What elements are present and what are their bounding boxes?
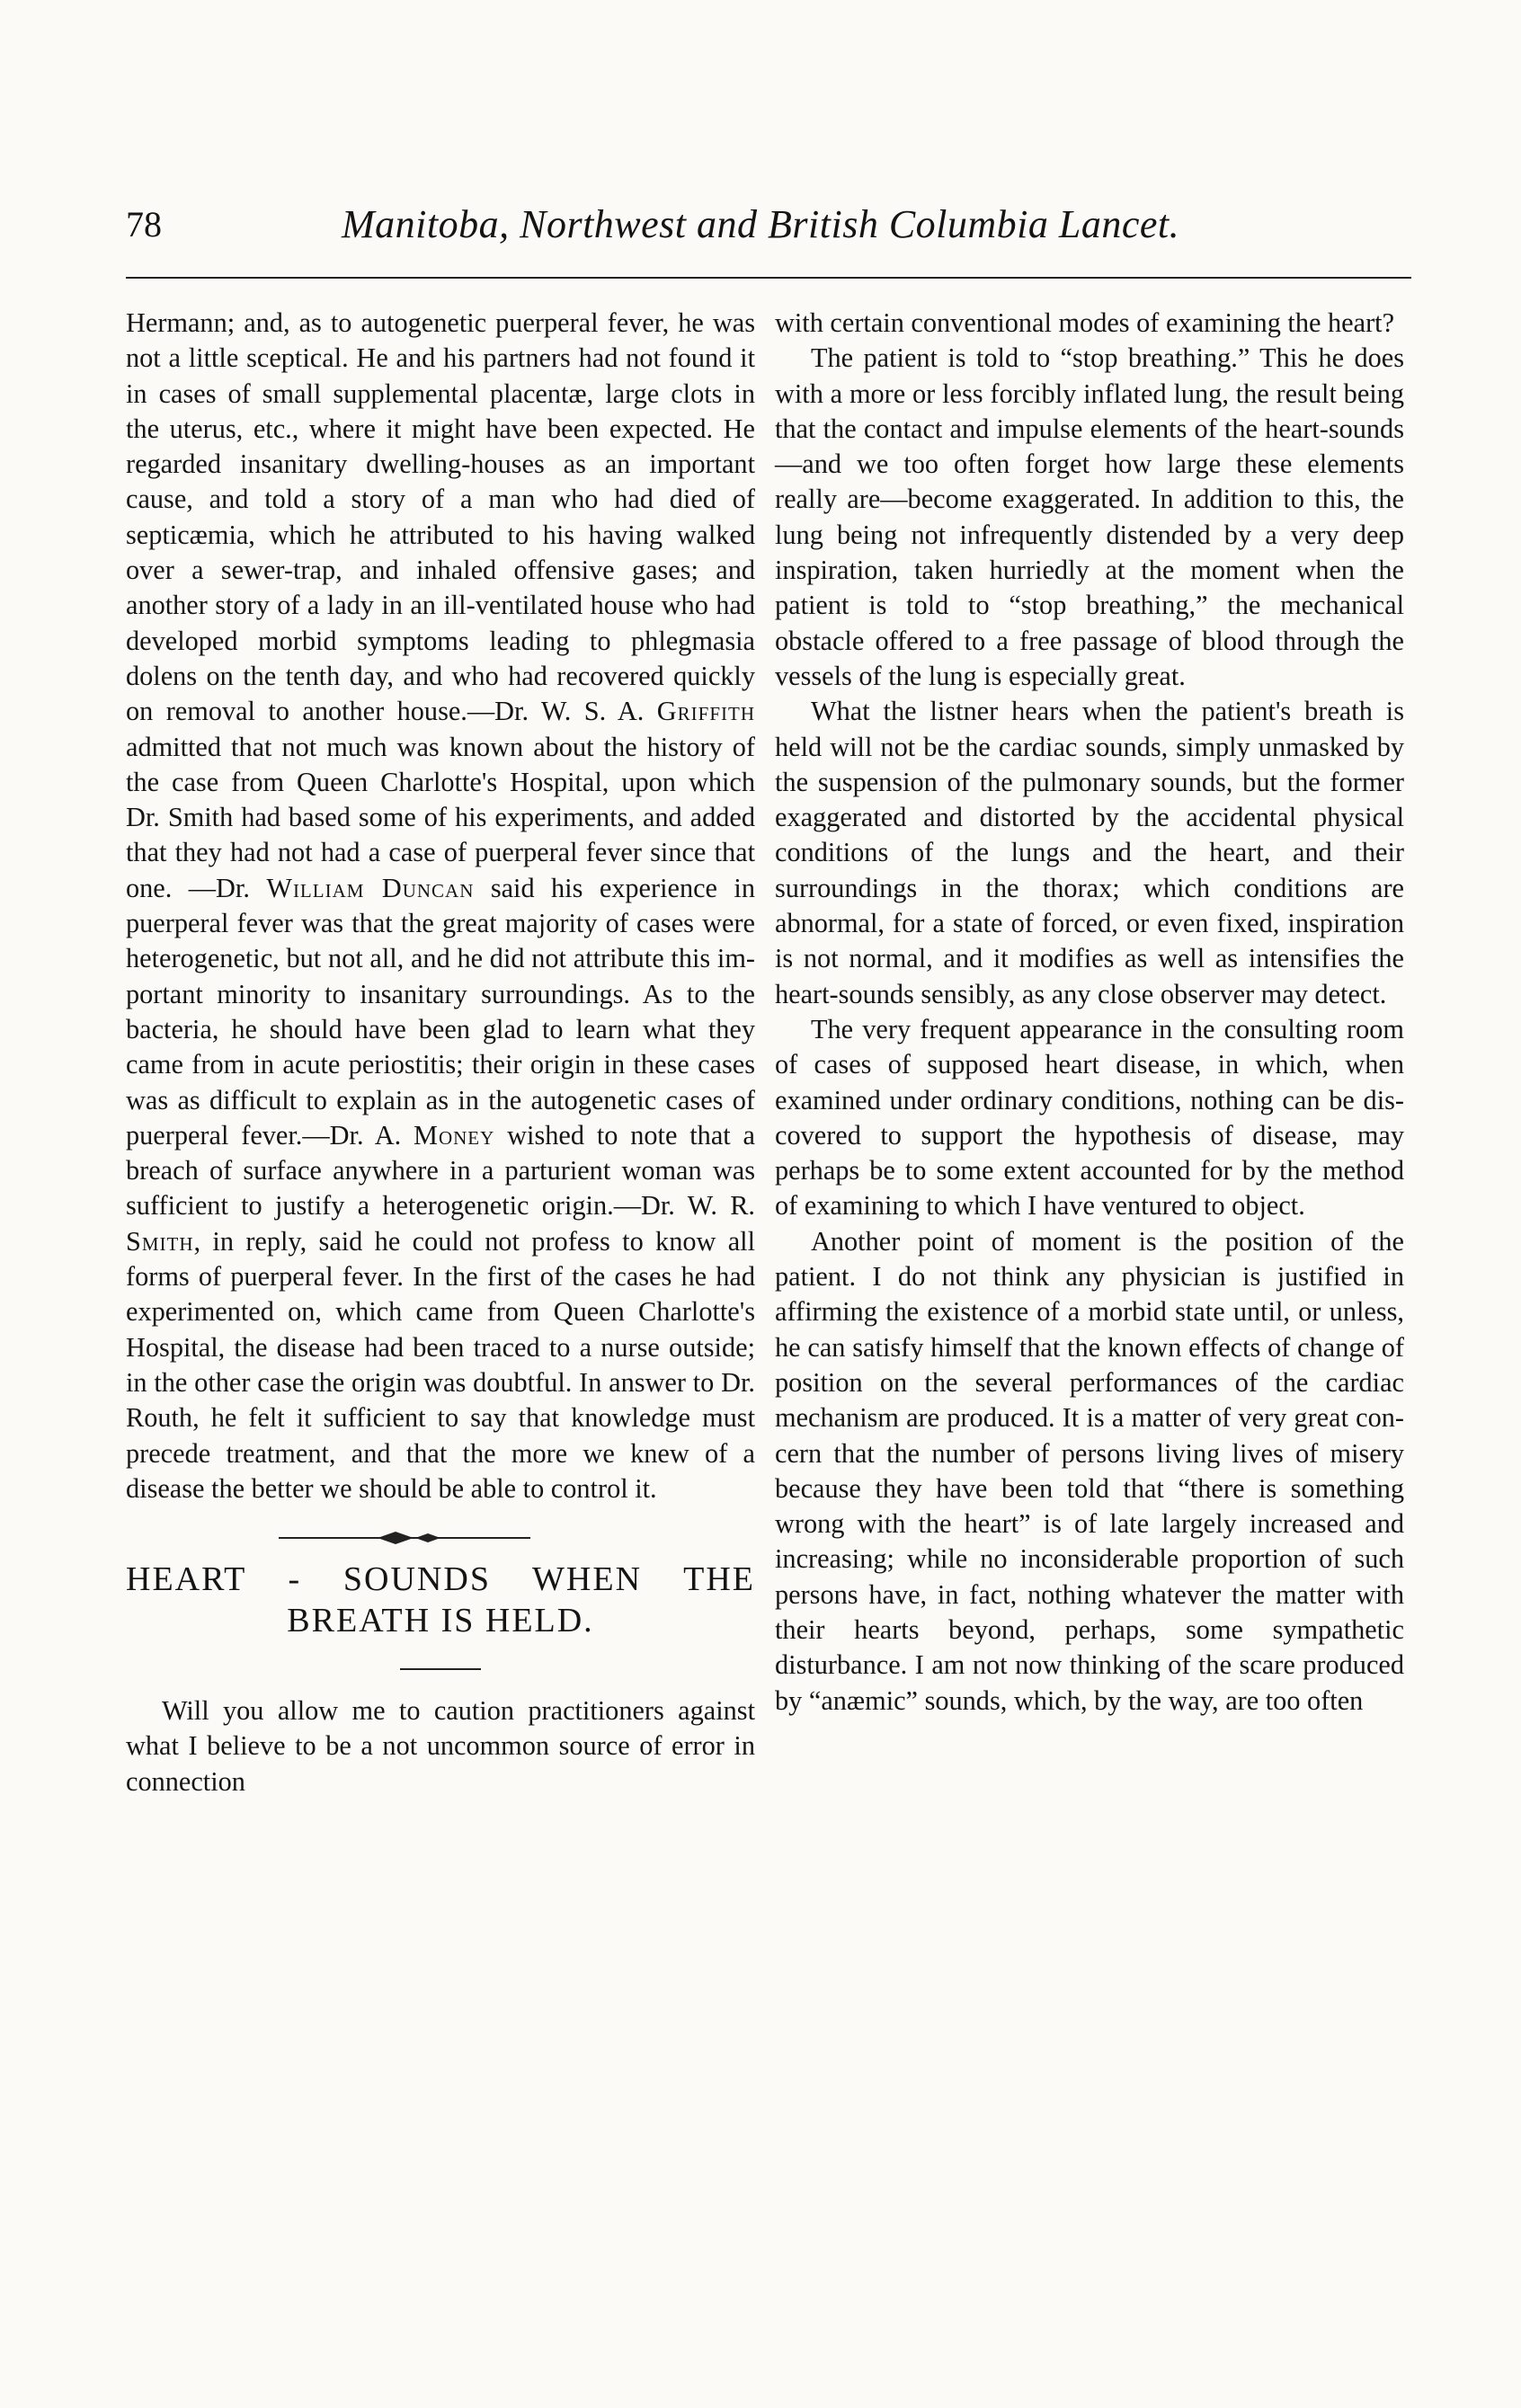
discussion-text-a: Hermann; and, as to autogenetic puerperal fever, he was not a little sceptical. He and his partners had not found it in cases of small supplemental placentæ, large clots in the uterus, etc., where it might have been expected. He regarded insanitary dwelling-houses as an important cause, and told a story of a man who had died of septicæmia, which he attributed to his having walked over a sewer-trap, and inhaled offensive gases; and another story of a lady in an ill-ventilated house who had developed morbid symptoms leading to phlegmasia dolens on the tenth day, and who had recovered quickly on removal to another house.—Dr. W. S. A.: [126, 307, 755, 727]
header-rule: [126, 277, 1411, 279]
article-paragraph-1: with certain conventional modes of examining the heart?: [775, 307, 1395, 338]
discussion-text-b: admitted that not much was known about the history of the case from Queen Charlotte's Hospital, upon which Dr. Smith had based some of his experiments, and added that they had not had a case of puerperal fever since that one. —Dr.: [126, 731, 755, 903]
speaker-name-smith: Smith: [126, 1225, 194, 1257]
article-paragraph-5: Another point of moment is the position of the patient. I do not think any physician is justified in affirming the existence of a morbid state until, or unless, he can satisfy himself that the known effects of change of position on the several performances of the cardiac mechanism are produced. It is a matter of very great concern that the number of persons living lives of misery because they have been told that “there is something wrong with the heart” is of late largely increased and increasing; while no inconsiderable proportion of such persons have, in fact, nothing whatever the matter with their hearts beyond, perhaps, some sympathetic disturbance. I am not now thinking of the scare produced by “anæmic” sounds, which, by the way, are too often: [775, 1225, 1404, 1716]
speaker-name-money: Money: [414, 1119, 495, 1151]
speaker-name-griffith: Griffith: [656, 696, 755, 727]
page-header: [126, 196, 1411, 259]
discussion-text-e: , in reply, said he could not profess to know all forms of puerperal fever. In the first of the cases he had experimented on, which came from Queen Charlotte's Hospital, the disease had been traced to a nurse outside; in the other case the origin was doubtful. In answer to Dr. Routh, he felt it sufficient to say that knowledge must precede treatment, and that the more we knew of a disease the better we should be able to control it.: [126, 1225, 755, 1504]
speaker-name-duncan: William Duncan: [266, 872, 475, 903]
section-heading: HEART - SOUNDS WHEN THE: [126, 1560, 755, 1599]
section-subheading: BREATH IS HELD.: [287, 1602, 594, 1640]
article-paragraph-3: What the listner hears when the patient's breath is held will not be the cardiac sounds, simply unmasked by the suspension of the pulmonary sounds, but the former exaggerated and distorted by the accidental physical conditions of the lungs and the heart, and their surroundings in the thorax; which conditions are abnormal, for a state of forced, or even fixed, inspiration is not normal, and it modifies as well as intensifies the heart-sounds sensibly, as any close observer may detect.: [775, 696, 1404, 1009]
ornament-divider: [270, 1528, 539, 1548]
right-column: [775, 306, 1404, 1719]
discussion-paragraph: [126, 306, 755, 1506]
article-opening-paragraph: Will you allow me to caution practitioners against what I believe to be a not uncommon source of error in connection: [126, 1695, 755, 1797]
article-paragraph-4: The very frequent appearance in the consulting room of cases of supposed heart disease, in which, when examined under ordinary conditions, nothing can be discovered to support the hypothesis of disease, may perhaps be to some extent accounted for by the method of examining to which I have ventured to object.: [775, 1013, 1404, 1222]
article-paragraph-2: The patient is told to “stop breathing.” This he does with a more or less forcibly inflated lung, the result being that the contact and impulse elements of the heart-sounds—and we too often forget how large these elements really are—become exaggerated. In addition to this, the lung being not infrequently distended by a very deep inspiration, taken hurriedly at the moment when the patient is told to “stop breathing,” the mechanical obstacle offered to a free passage of blood through the vessels of the lung is especially great.: [775, 342, 1404, 691]
discussion-text-d: wished to note that a breach of surface anywhere in a parturient woman was sufficient to justify a heterogenetic origin.—Dr. W. R.: [126, 1119, 756, 1222]
running-title: Manitoba, Northwest and British Columbia Lancet.: [342, 202, 1180, 246]
page-number: 78: [126, 204, 162, 244]
left-column: [126, 306, 755, 1799]
discussion-text-c: said his experience in puerperal fever was that the great majority of cases were heterogenetic, but not all, and he did not attribute this important minority to insanitary surroundings. As to the bacteria, he should have been glad to learn what they came from in acute periostitis; their origin in these cases was as difficult to explain as in the autogenetic cases of puerperal fever.—Dr. A.: [126, 872, 755, 1151]
short-rule: [400, 1668, 481, 1670]
